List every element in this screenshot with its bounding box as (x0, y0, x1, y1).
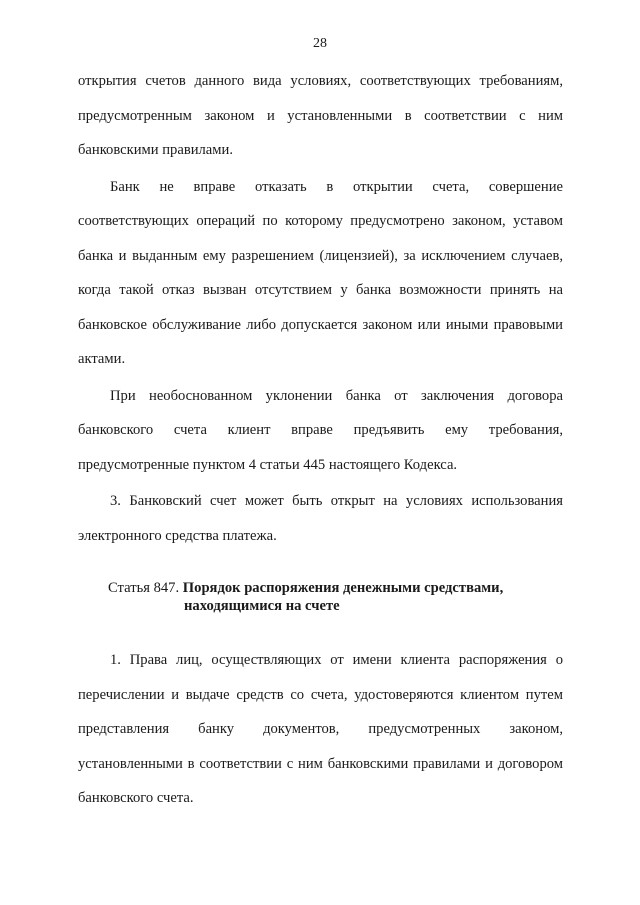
paragraph-rights-of-persons: 1. Права лиц, осуществляющих от имени клиента распоряжения о перечислении и выдаче средств со счета, удостоверяются клиентом путем представления банку документов, предусмотренных законом, установленными в соответствии с ним банковскими правилами и договором банковского счета. (78, 652, 563, 806)
paragraph-continuation: открытия счетов данного вида условиях, соответствующих требованиям, предусмотренным законом и установленными в соответствии с ним банковскими правилами. (78, 73, 563, 158)
paragraph-electronic-payment: 3. Банковский счет может быть открыт на условиях использования электронного средства платежа. (78, 493, 563, 544)
document-body (78, 64, 563, 816)
article-heading (78, 579, 563, 615)
article-title-line2: находящимися на счете (184, 598, 340, 614)
article-number: Статья 847. (108, 580, 180, 596)
page-number: 28 (313, 36, 327, 51)
article-title-line1: Порядок распоряжения денежными средствами, (182, 580, 504, 596)
paragraph-bank-refusal: Банк не вправе отказать в открытии счета, совершение соответствующих операций по которому предусмотрено законом, уставом банка и выданным ему разрешением (лицензией), за исключением случаев, когда такой отказ вызван отсутствием у банка возможности принять на банковское обслуживание либо допускается законом или иными правовыми актами. (78, 178, 563, 367)
paragraph-unjustified-evasion: При необоснованном уклонении банка от заключения договора банковского счета клиент вправе предъявить ему требования, предусмотренные пунктом 4 статьи 445 настоящего Кодекса. (78, 387, 563, 473)
